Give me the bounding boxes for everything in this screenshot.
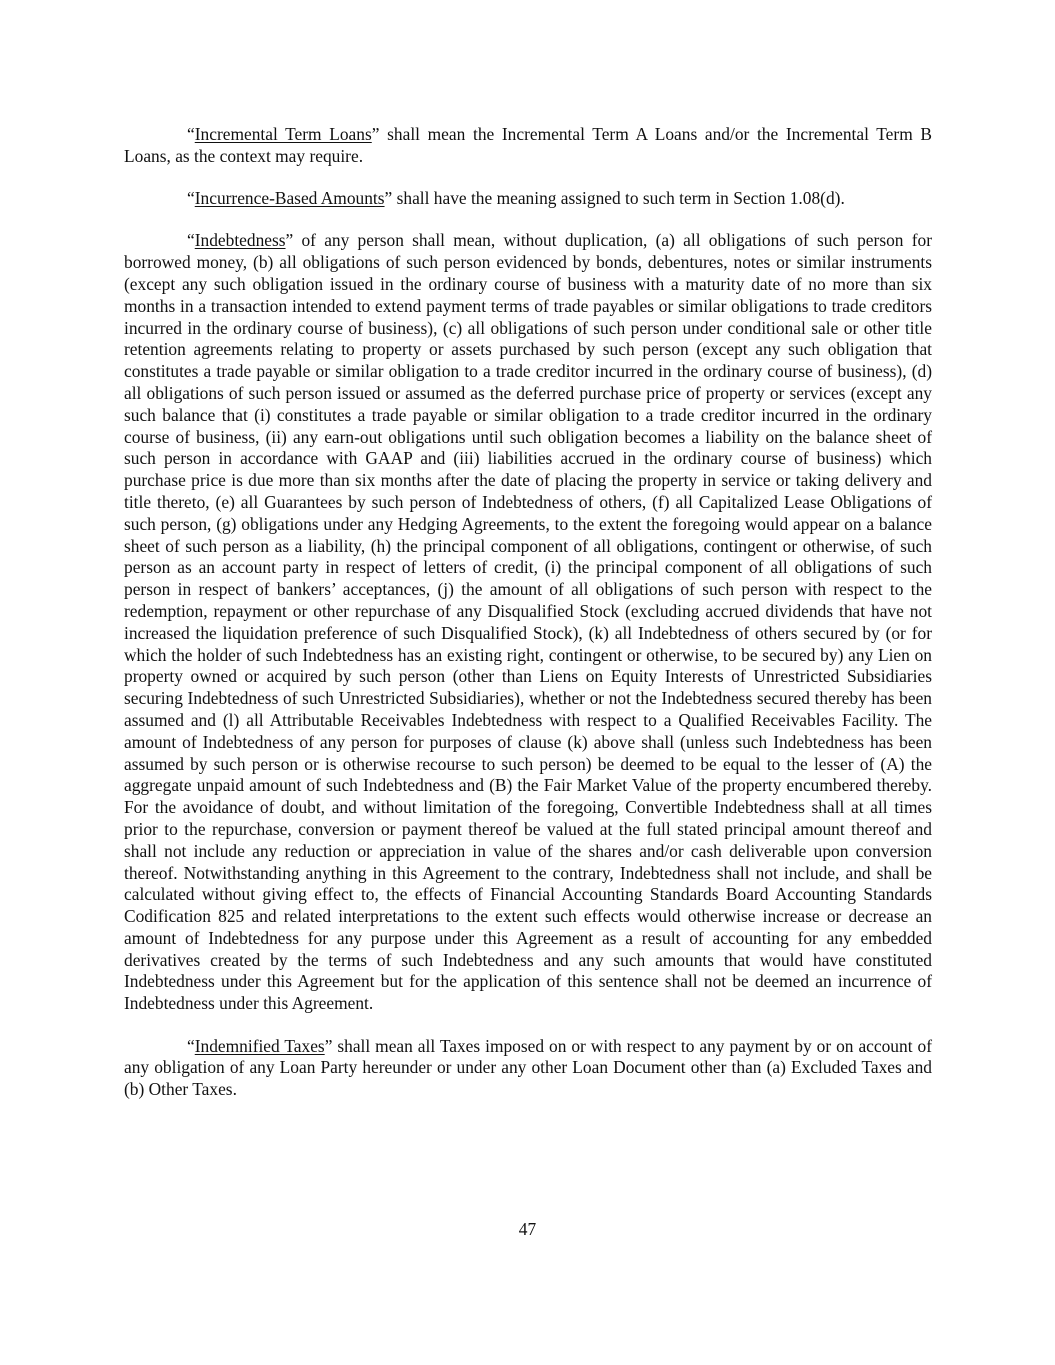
definitions-section (124, 124, 932, 1121)
page-number: 47 (518, 1219, 537, 1239)
definition-indemnified-taxes: “Indemnified Taxes” shall mean all Taxes imposed on or with respect to any payment by or on account of any obligation of any Loan Party hereunder or under any other Loan Document other than (a) Excluded Taxes and (b) Other Taxes. (124, 1035, 932, 1100)
definition-text: shall have the meaning assigned to such term in Section 1.08(d). (396, 188, 845, 209)
defined-term: Incurrence-Based Amounts (194, 188, 385, 209)
definition-incurrence-based-amounts: “Incurrence-Based Amounts” shall have the meaning assigned to such term in Section 1.08(d). (187, 188, 845, 209)
definition-indebtedness: “Indebtedness” of any person shall mean, without duplication, (a) all obligations of such person for borrowed money, (b) all obligations of such person evidenced by bonds, debentures, notes or similar instruments (except any such obligation issued in the ordinary course of business with a maturity date of no more than six months in a transaction intended to extend payment terms of trade payables or similar obligations to trade creditors incurred in the ordinary course of business), (c) all obligations of such person under conditional sale or other title retention agreements relating to property or assets purchased by such person (except any such obligation that constitutes a trade payable or similar obligation to a trade creditor incurred in the ordinary course of business), (d) all obligations of such person issued or assumed as the deferred purchase price of property or services (except any such balance that (i) constitutes a trade payable or similar obligation to a trade creditor incurred in the ordinary course of business, (ii) any earn-out obligations until such obligation becomes a liability on the balance sheet of such person in accordance with GAAP and (iii) liabilities accrued in the ordinary course of business) which purchase price is due more than six months after the date of placing the property in service or taking delivery and title thereto, (e) all Guarantees by such person of Indebtedness of others, (f) all Capitalized Lease Obligations of such person, (g) obligations under any Hedging Agreements, to the extent the foregoing would appear on a balance sheet of such person as a liability, (h) the principal component of all obligations, contingent or otherwise, of such person as an account party in respect of letters of credit, (i) the principal component of all obligations of such person in respect of bankers’ acceptances, (j) the amount of all obligations of such person with respect to the redemption, repayment or other repurchase of any Disqualified Stock (excluding accrued dividends that have not increased the liquidation preference of such Disqualified Stock), (k) all Indebtedness of others secured by (or for which the holder of such Indebtedness has an existing right, contingent or otherwise, to be secured by) any Lien on property owned or acquired by such person (other than Liens on Equity Interests of Unrestricted Subsidiaries securing Indebtedness of such Unrestricted Subsidiaries), whether or not the Indebtedness secured thereby has been assumed and (l) all Attributable Receivables Indebtedness with respect to a Qualified Receivables Facility. The amount of Indebtedness of any person for purposes of clause (k) above shall (unless such Indebtedness has been assumed by such person or is otherwise recourse to such person) be deemed to be equal to the lesser of (A) the aggregate unpaid amount of such Indebtedness and (B) the Fair Market Value of the property encumbered thereby. For the avoidance of doubt, and without limitation of the foregoing, Convertible Indebtedness shall at all times prior to the repurchase, conversion or payment thereof be valued at the full stated principal amount thereof and shall not include any reduction or appreciation in value of the shares and/or cash deliverable upon conversion thereof. Notwithstanding anything in this Agreement to the contrary, Indebtedness shall not include, and shall be calculated without giving effect to, the effects of Financial Accounting Standards Board Accounting Standards Codification 825 and related interpretations to the extent such effects would otherwise increase or decrease an amount of Indebtedness for any purpose under this Agreement as a result of accounting for any embedded derivatives created by the terms of such Indebtedness and any such amounts that would have constituted Indebtedness under this Agreement but for the application of this sentence shall not be deemed an incurrence of Indebtedness under this Agreement. (124, 230, 932, 1014)
defined-term: Incremental Term Loans (194, 124, 372, 144)
defined-term: Indebtedness (194, 230, 286, 251)
defined-term: Indemnified Taxes (194, 1035, 325, 1056)
definition-incremental-term-loans: “Incremental Term Loans” shall mean the Incremental Term A Loans and/or the Incremental Term B Loans, as the context may require. (124, 124, 932, 166)
definition-text: shall mean all Taxes imposed on or with respect to any payment by or on account of any obligation of any Loan Party hereunder or under any other Loan Document other than (a) Excluded Taxes and (b) Other Taxes. (124, 1035, 932, 1100)
definition-text: of any person shall mean, without duplication, (a) all obligations of such person for borrowed money, (b) all obligations of such person evidenced by bonds, debentures, notes or similar instruments (except any such obligation issued in the ordinary course of business with a maturity date of no more than six months in a transaction intended to extend payment terms of trade payables or similar obligations to trade creditors incurred in the ordinary course of business), (c) all obligations of such person under conditional sale or other title retention agreements relating to property or assets purchased by such person (except any such obligation that constitutes a trade payable or similar obligation to a trade creditor incurred in the ordinary course of business), (d) all obligations of such person issued or assumed as the deferred purchase price of property or services (except any such balance that (i) constitutes a trade payable or similar obligation to a trade creditor incurred in the ordinary course of business, (ii) any earn-out obligations until such obligation becomes a liability on the balance sheet of such person in accordance with GAAP and (iii) liabilities accrued in the ordinary course of business) which purchase price is due more than six months after the date of placing the property in service or taking delivery and title thereto, (e) all Guarantees by such person of Indebtedness of others, (f) all Capitalized Lease Obligations of such person, (g) obligations under any Hedging Agreements, to the extent the foregoing would appear on a balance sheet of such person as a liability, (h) the principal component of all obligations, contingent or otherwise, of such person as an account party in respect of letters of credit, (i) the principal component of all obligations of such person in respect of bankers’ acceptances, (j) the amount of all obligations of such person with respect to the redemption, repayment or other repurchase of any Disqualified Stock (excluding accrued dividends that have not increased the liquidation preference of such Disqualified Stock), (k) all Indebtedness of others secured by (or for which the holder of such Indebtedness has an existing right, contingent or otherwise, to be secured by) any Lien on property owned or acquired by such person (other than Liens on Equity Interests of Unrestricted Subsidiaries securing Indebtedness of such Unrestricted Subsidiaries), whether or not the Indebtedness secured thereby has been assumed and (l) all Attributable Receivables Indebtedness with respect to a Qualified Receivables Facility. The amount of Indebtedness of any person for purposes of clause (k) above shall (unless such Indebtedness has been assumed by such person or is otherwise recourse to such person) be deemed to be equal to the lesser of (A) the aggregate unpaid amount of such Indebtedness and (B) the Fair Market Value of the property encumbered thereby. For the avoidance of doubt, and without limitation of the foregoing, Convertible Indebtedness shall at all times prior to the repurchase, conversion or payment thereof be valued at the full stated principal amount thereof and shall not include any reduction or appreciation in value of the shares and/or cash deliverable upon conversion thereof. Notwithstanding anything in this Agreement to the contrary, Indebtedness shall not include, and shall be calculated without giving effect to, the effects of Financial Accounting Standards Board Accounting Standards Codification 825 and related interpretations to the extent such effects would otherwise increase or decrease an amount of Indebtedness for any purpose under this Agreement as a result of accounting for any embedded derivatives created by the terms of such Indebtedness and any such amounts that would have constituted Indebtedness under this Agreement but for the application of this sentence shall not be deemed an incurrence of Indebtedness under this Agreement. (124, 230, 932, 1014)
definition-text: shall mean the Incremental Term A Loans and/or the Incremental Term B Loans, as the context may require. (124, 124, 932, 166)
